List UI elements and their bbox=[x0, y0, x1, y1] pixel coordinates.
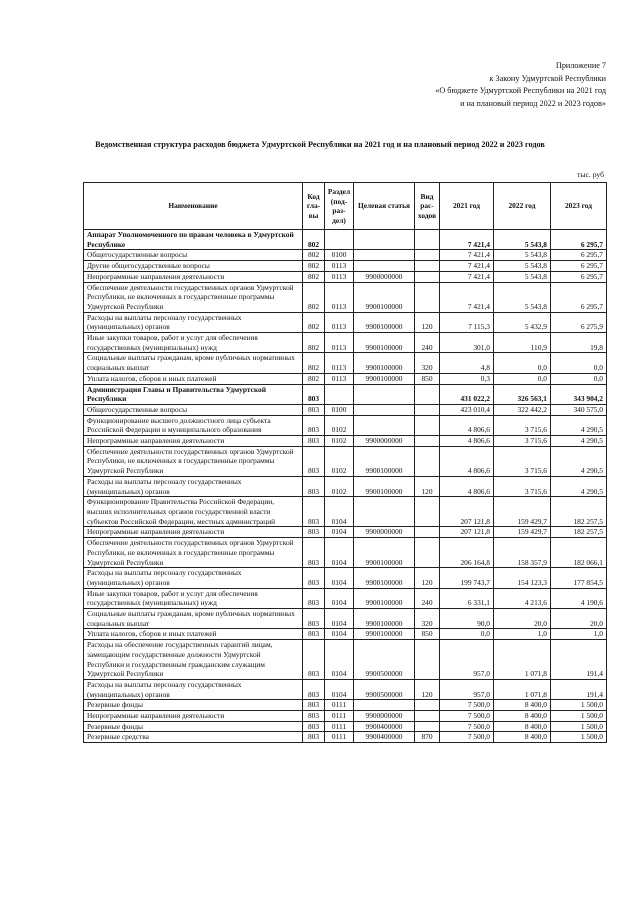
row-name: Непрограммные направления деятельности bbox=[84, 527, 303, 538]
row-2021: 7 421,4 bbox=[440, 261, 494, 272]
table-row bbox=[84, 384, 607, 404]
header-code: Код гла- вы bbox=[303, 183, 325, 230]
row-2023: 1 500,0 bbox=[551, 700, 607, 711]
units-label: тыс. руб bbox=[577, 170, 604, 179]
row-code: 803 bbox=[303, 629, 325, 640]
row-2022: 3 715,6 bbox=[494, 476, 551, 496]
row-2022: 0,0 bbox=[494, 353, 551, 373]
table-row bbox=[84, 333, 607, 353]
row-2022: 3 715,6 bbox=[494, 436, 551, 447]
row-2023: 182 257,5 bbox=[551, 497, 607, 527]
row-code: 803 bbox=[303, 384, 325, 404]
row-2022: 5 543,8 bbox=[494, 282, 551, 312]
row-code: 803 bbox=[303, 476, 325, 496]
row-section: 0104 bbox=[325, 568, 354, 588]
header-2023: 2023 год bbox=[551, 183, 607, 230]
table-row bbox=[84, 732, 607, 743]
row-2023: 4 290,5 bbox=[551, 415, 607, 435]
row-type bbox=[415, 230, 440, 250]
row-2023: 4 290,5 bbox=[551, 446, 607, 476]
row-2021: 7 500,0 bbox=[440, 700, 494, 711]
row-2023: 6 295,7 bbox=[551, 261, 607, 272]
row-name: Иные закупки товаров, работ и услуг для обеспечения государственных (муниципальных) нужд bbox=[84, 588, 303, 608]
row-target bbox=[354, 404, 415, 415]
row-type bbox=[415, 415, 440, 435]
row-section: 0100 bbox=[325, 404, 354, 415]
table-row bbox=[84, 700, 607, 711]
row-type: 240 bbox=[415, 588, 440, 608]
row-target: 9900500000 bbox=[354, 679, 415, 699]
row-code: 803 bbox=[303, 711, 325, 722]
row-code: 803 bbox=[303, 527, 325, 538]
row-2021: 7 421,4 bbox=[440, 271, 494, 282]
row-section: 0102 bbox=[325, 436, 354, 447]
table-row bbox=[84, 568, 607, 588]
row-type: 120 bbox=[415, 476, 440, 496]
row-2022: 8 400,0 bbox=[494, 721, 551, 732]
row-2022: 3 715,6 bbox=[494, 415, 551, 435]
row-section: 0111 bbox=[325, 721, 354, 732]
row-section: 0113 bbox=[325, 373, 354, 384]
row-2021: 4 806,6 bbox=[440, 436, 494, 447]
table-row bbox=[84, 446, 607, 476]
table-header-row bbox=[84, 183, 607, 230]
row-code: 803 bbox=[303, 436, 325, 447]
table-row bbox=[84, 609, 607, 629]
table-row bbox=[84, 353, 607, 373]
row-2021: 206 164,8 bbox=[440, 538, 494, 568]
row-2023: 6 295,7 bbox=[551, 250, 607, 261]
row-2021: 90,0 bbox=[440, 609, 494, 629]
row-2023: 1 500,0 bbox=[551, 732, 607, 743]
row-type bbox=[415, 436, 440, 447]
row-name: Резервные средства bbox=[84, 732, 303, 743]
row-section: 0111 bbox=[325, 700, 354, 711]
table-row bbox=[84, 538, 607, 568]
row-code: 803 bbox=[303, 640, 325, 680]
row-type: 120 bbox=[415, 679, 440, 699]
table-row bbox=[84, 415, 607, 435]
row-code: 802 bbox=[303, 353, 325, 373]
row-section: 0104 bbox=[325, 497, 354, 527]
row-name: Расходы на выплаты персоналу государственных (муниципальных) органов bbox=[84, 476, 303, 496]
header-target: Целевая статья bbox=[354, 183, 415, 230]
table-row bbox=[84, 250, 607, 261]
row-type bbox=[415, 446, 440, 476]
row-section: 0104 bbox=[325, 588, 354, 608]
row-section bbox=[325, 384, 354, 404]
row-code: 802 bbox=[303, 250, 325, 261]
row-section bbox=[325, 230, 354, 250]
row-2021: 4 806,6 bbox=[440, 446, 494, 476]
row-2023: 6 295,7 bbox=[551, 230, 607, 250]
row-type bbox=[415, 261, 440, 272]
row-2023: 0,0 bbox=[551, 373, 607, 384]
row-2021: 7 421,4 bbox=[440, 230, 494, 250]
row-code: 803 bbox=[303, 679, 325, 699]
row-2021: 7 421,4 bbox=[440, 250, 494, 261]
row-target: 9900100000 bbox=[354, 282, 415, 312]
row-name: Расходы на обеспечение государственных гарантий лицам, замещающим государственные должности Удмуртской Республики и государственным гражданским служащим Удмуртской Республики bbox=[84, 640, 303, 680]
table-row bbox=[84, 230, 607, 250]
row-code: 803 bbox=[303, 538, 325, 568]
row-type: 120 bbox=[415, 312, 440, 332]
row-code: 803 bbox=[303, 446, 325, 476]
row-2022: 154 123,3 bbox=[494, 568, 551, 588]
row-name: Иные закупки товаров, работ и услуг для обеспечения государственных (муниципальных) нужд bbox=[84, 333, 303, 353]
table-row bbox=[84, 629, 607, 640]
row-2023: 182 257,5 bbox=[551, 527, 607, 538]
row-target: 9900100000 bbox=[354, 609, 415, 629]
table-row bbox=[84, 404, 607, 415]
row-2023: 182 066,1 bbox=[551, 538, 607, 568]
row-name: Общегосударственные вопросы bbox=[84, 404, 303, 415]
row-2022: 0,0 bbox=[494, 373, 551, 384]
appendix-line: к Закону Удмуртской Республики bbox=[489, 73, 606, 83]
row-2021: 431 022,2 bbox=[440, 384, 494, 404]
row-target: 9900100000 bbox=[354, 312, 415, 332]
row-2021: 0,3 bbox=[440, 373, 494, 384]
row-type bbox=[415, 282, 440, 312]
row-2023: 0,0 bbox=[551, 353, 607, 373]
row-name: Резервные фонды bbox=[84, 721, 303, 732]
row-code: 802 bbox=[303, 312, 325, 332]
row-2023: 6 295,7 bbox=[551, 282, 607, 312]
row-type: 870 bbox=[415, 732, 440, 743]
row-name: Функционирование высшего должностного лица субъекта Российской Федерации и муниципального образования bbox=[84, 415, 303, 435]
row-2021: 207 121,8 bbox=[440, 497, 494, 527]
row-section: 0102 bbox=[325, 446, 354, 476]
table-row bbox=[84, 476, 607, 496]
row-code: 802 bbox=[303, 333, 325, 353]
table-row bbox=[84, 640, 607, 680]
row-type bbox=[415, 721, 440, 732]
row-name: Непрограммные направления деятельности bbox=[84, 711, 303, 722]
row-2021: 7 115,3 bbox=[440, 312, 494, 332]
row-name: Уплата налогов, сборов и иных платежей bbox=[84, 373, 303, 384]
row-name: Непрограммные направления деятельности bbox=[84, 436, 303, 447]
row-2021: 7 500,0 bbox=[440, 711, 494, 722]
row-2021: 957,0 bbox=[440, 640, 494, 680]
row-type: 320 bbox=[415, 609, 440, 629]
table-row bbox=[84, 271, 607, 282]
row-target: 9900100000 bbox=[354, 446, 415, 476]
table-row bbox=[84, 527, 607, 538]
row-target bbox=[354, 230, 415, 250]
row-target: 9900100000 bbox=[354, 353, 415, 373]
row-section: 0113 bbox=[325, 333, 354, 353]
row-2022: 326 563,1 bbox=[494, 384, 551, 404]
row-2022: 5 543,8 bbox=[494, 261, 551, 272]
row-code: 803 bbox=[303, 609, 325, 629]
row-section: 0113 bbox=[325, 353, 354, 373]
row-2022: 8 400,0 bbox=[494, 711, 551, 722]
row-name: Расходы на выплаты персоналу государственных (муниципальных) органов bbox=[84, 679, 303, 699]
row-target: 9900100000 bbox=[354, 333, 415, 353]
row-target: 9900000000 bbox=[354, 436, 415, 447]
row-2021: 6 331,1 bbox=[440, 588, 494, 608]
row-2023: 4 190,6 bbox=[551, 588, 607, 608]
row-section: 0104 bbox=[325, 640, 354, 680]
table-row bbox=[84, 711, 607, 722]
row-section: 0102 bbox=[325, 476, 354, 496]
table-row bbox=[84, 436, 607, 447]
row-code: 803 bbox=[303, 415, 325, 435]
row-code: 803 bbox=[303, 568, 325, 588]
row-name: Уплата налогов, сборов и иных платежей bbox=[84, 629, 303, 640]
row-2023: 191,4 bbox=[551, 640, 607, 680]
row-name: Общегосударственные вопросы bbox=[84, 250, 303, 261]
row-2022: 322 442,2 bbox=[494, 404, 551, 415]
row-type bbox=[415, 700, 440, 711]
row-2021: 0,0 bbox=[440, 629, 494, 640]
table-row bbox=[84, 312, 607, 332]
row-name: Функционирование Правительства Российской Федерации, высших исполнительных органов государственной власти субъектов Российской Федерации, местных администраций bbox=[84, 497, 303, 527]
row-code: 802 bbox=[303, 271, 325, 282]
row-type bbox=[415, 271, 440, 282]
row-2022: 5 543,8 bbox=[494, 250, 551, 261]
row-2021: 301,0 bbox=[440, 333, 494, 353]
row-2022: 8 400,0 bbox=[494, 700, 551, 711]
row-section: 0100 bbox=[325, 250, 354, 261]
table-row bbox=[84, 282, 607, 312]
row-2023: 19,8 bbox=[551, 333, 607, 353]
row-name: Резервные фонды bbox=[84, 700, 303, 711]
row-section: 0102 bbox=[325, 415, 354, 435]
table-row bbox=[84, 497, 607, 527]
row-type bbox=[415, 527, 440, 538]
row-2021: 423 010,4 bbox=[440, 404, 494, 415]
row-code: 803 bbox=[303, 732, 325, 743]
row-2022: 1 071,8 bbox=[494, 640, 551, 680]
row-2021: 207 121,8 bbox=[440, 527, 494, 538]
row-name: Социальные выплаты гражданам, кроме публичных нормативных социальных выплат bbox=[84, 353, 303, 373]
row-target: 9900100000 bbox=[354, 476, 415, 496]
row-2023: 343 904,2 bbox=[551, 384, 607, 404]
row-2021: 4,8 bbox=[440, 353, 494, 373]
row-target: 9900400000 bbox=[354, 721, 415, 732]
row-section: 0104 bbox=[325, 679, 354, 699]
row-2021: 7 421,4 bbox=[440, 282, 494, 312]
row-2023: 191,4 bbox=[551, 679, 607, 699]
row-type bbox=[415, 404, 440, 415]
appendix-line: «О бюджете Удмуртской Республики на 2021 год bbox=[435, 86, 606, 95]
row-type bbox=[415, 497, 440, 527]
row-target bbox=[354, 261, 415, 272]
header-2022: 2022 год bbox=[494, 183, 551, 230]
row-type: 850 bbox=[415, 373, 440, 384]
row-2022: 5 543,8 bbox=[494, 271, 551, 282]
row-name: Расходы на выплаты персоналу государственных (муниципальных) органов bbox=[84, 568, 303, 588]
row-code: 803 bbox=[303, 588, 325, 608]
appendix-line: Приложение 7 bbox=[555, 61, 606, 70]
row-name: Обеспечение деятельности государственных органов Удмуртской Республики, не включенных в государственные программы Удмуртской Республики bbox=[84, 282, 303, 312]
row-section: 0104 bbox=[325, 527, 354, 538]
row-2023: 4 290,5 bbox=[551, 436, 607, 447]
row-2023: 1,0 bbox=[551, 629, 607, 640]
document-title: Ведомственная структура расходов бюджета Удмуртской Республики на 2021 год и на плановый период 2022 и 2023 годов bbox=[95, 140, 545, 149]
header-2021: 2021 год bbox=[440, 183, 494, 230]
row-2021: 199 743,7 bbox=[440, 568, 494, 588]
row-2023: 20,0 bbox=[551, 609, 607, 629]
row-name: Социальные выплаты гражданам, кроме публичных нормативных социальных выплат bbox=[84, 609, 303, 629]
row-2021: 7 500,0 bbox=[440, 732, 494, 743]
row-type: 320 bbox=[415, 353, 440, 373]
row-name: Аппарат Уполномоченного по правам человека в Удмуртской Республике bbox=[84, 230, 303, 250]
row-section: 0113 bbox=[325, 261, 354, 272]
row-code: 803 bbox=[303, 721, 325, 732]
header-name: Наименование bbox=[84, 183, 303, 230]
row-2022: 5 543,8 bbox=[494, 230, 551, 250]
row-target: 9900400000 bbox=[354, 732, 415, 743]
row-target: 9900000000 bbox=[354, 527, 415, 538]
row-code: 802 bbox=[303, 230, 325, 250]
row-name: Другие общегосударственные вопросы bbox=[84, 261, 303, 272]
row-2021: 7 500,0 bbox=[440, 721, 494, 732]
row-section: 0111 bbox=[325, 711, 354, 722]
row-type: 240 bbox=[415, 333, 440, 353]
row-name: Обеспечение деятельности государственных органов Удмуртской Республики, не включенных в государственные программы Удмуртской Республики bbox=[84, 446, 303, 476]
table-row bbox=[84, 721, 607, 732]
row-code: 803 bbox=[303, 700, 325, 711]
row-section: 0113 bbox=[325, 282, 354, 312]
row-2022: 110,9 bbox=[494, 333, 551, 353]
row-section: 0113 bbox=[325, 271, 354, 282]
row-section: 0104 bbox=[325, 609, 354, 629]
row-2022: 159 429,7 bbox=[494, 527, 551, 538]
row-target bbox=[354, 415, 415, 435]
row-target: 9900100000 bbox=[354, 629, 415, 640]
row-target: 9900500000 bbox=[354, 640, 415, 680]
row-2023: 4 290,5 bbox=[551, 476, 607, 496]
row-2022: 4 213,6 bbox=[494, 588, 551, 608]
row-target: 9900100000 bbox=[354, 568, 415, 588]
row-2021: 4 806,6 bbox=[440, 476, 494, 496]
row-code: 802 bbox=[303, 373, 325, 384]
appendix-line: и на плановый период 2022 и 2023 годов» bbox=[460, 98, 606, 108]
header-type: Вид рас- ходов bbox=[415, 183, 440, 230]
row-type: 850 bbox=[415, 629, 440, 640]
row-2021: 4 806,6 bbox=[440, 415, 494, 435]
row-type bbox=[415, 711, 440, 722]
row-type bbox=[415, 538, 440, 568]
row-2022: 3 715,6 bbox=[494, 446, 551, 476]
row-target: 9900100000 bbox=[354, 588, 415, 608]
row-type bbox=[415, 384, 440, 404]
header-section: Раздел (под- раз- дел) bbox=[325, 183, 354, 230]
row-type: 120 bbox=[415, 568, 440, 588]
table-row bbox=[84, 261, 607, 272]
row-target: 9900100000 bbox=[354, 538, 415, 568]
row-name: Обеспечение деятельности государственных органов Удмуртской Республики, не включенных в государственные программы Удмуртской Республики bbox=[84, 538, 303, 568]
row-target: 9900100000 bbox=[354, 373, 415, 384]
expenditure-table bbox=[83, 182, 607, 743]
row-type bbox=[415, 250, 440, 261]
row-2023: 1 500,0 bbox=[551, 721, 607, 732]
row-2022: 20,0 bbox=[494, 609, 551, 629]
table-row bbox=[84, 679, 607, 699]
row-name: Администрация Главы и Правительства Удмуртской Республики bbox=[84, 384, 303, 404]
row-code: 803 bbox=[303, 404, 325, 415]
row-2023: 6 295,7 bbox=[551, 271, 607, 282]
row-2023: 177 854,5 bbox=[551, 568, 607, 588]
row-2022: 158 357,9 bbox=[494, 538, 551, 568]
row-code: 802 bbox=[303, 282, 325, 312]
row-target: 9900000000 bbox=[354, 271, 415, 282]
row-name: Расходы на выплаты персоналу государственных (муниципальных) органов bbox=[84, 312, 303, 332]
row-2023: 340 575,0 bbox=[551, 404, 607, 415]
row-name: Непрограммные направления деятельности bbox=[84, 271, 303, 282]
table-row bbox=[84, 373, 607, 384]
row-section: 0113 bbox=[325, 312, 354, 332]
row-target bbox=[354, 700, 415, 711]
row-section: 0111 bbox=[325, 732, 354, 743]
row-code: 802 bbox=[303, 261, 325, 272]
appendix-caption bbox=[435, 60, 606, 110]
row-2022: 159 429,7 bbox=[494, 497, 551, 527]
row-2022: 5 432,9 bbox=[494, 312, 551, 332]
row-2021: 957,0 bbox=[440, 679, 494, 699]
row-2022: 1 071,8 bbox=[494, 679, 551, 699]
row-target bbox=[354, 384, 415, 404]
row-2022: 8 400,0 bbox=[494, 732, 551, 743]
row-2022: 1,0 bbox=[494, 629, 551, 640]
row-type bbox=[415, 640, 440, 680]
table-row bbox=[84, 588, 607, 608]
row-section: 0104 bbox=[325, 538, 354, 568]
row-target bbox=[354, 497, 415, 527]
row-section: 0104 bbox=[325, 629, 354, 640]
row-2023: 6 275,9 bbox=[551, 312, 607, 332]
row-code: 803 bbox=[303, 497, 325, 527]
row-target bbox=[354, 250, 415, 261]
row-target: 9900000000 bbox=[354, 711, 415, 722]
row-2023: 1 500,0 bbox=[551, 711, 607, 722]
